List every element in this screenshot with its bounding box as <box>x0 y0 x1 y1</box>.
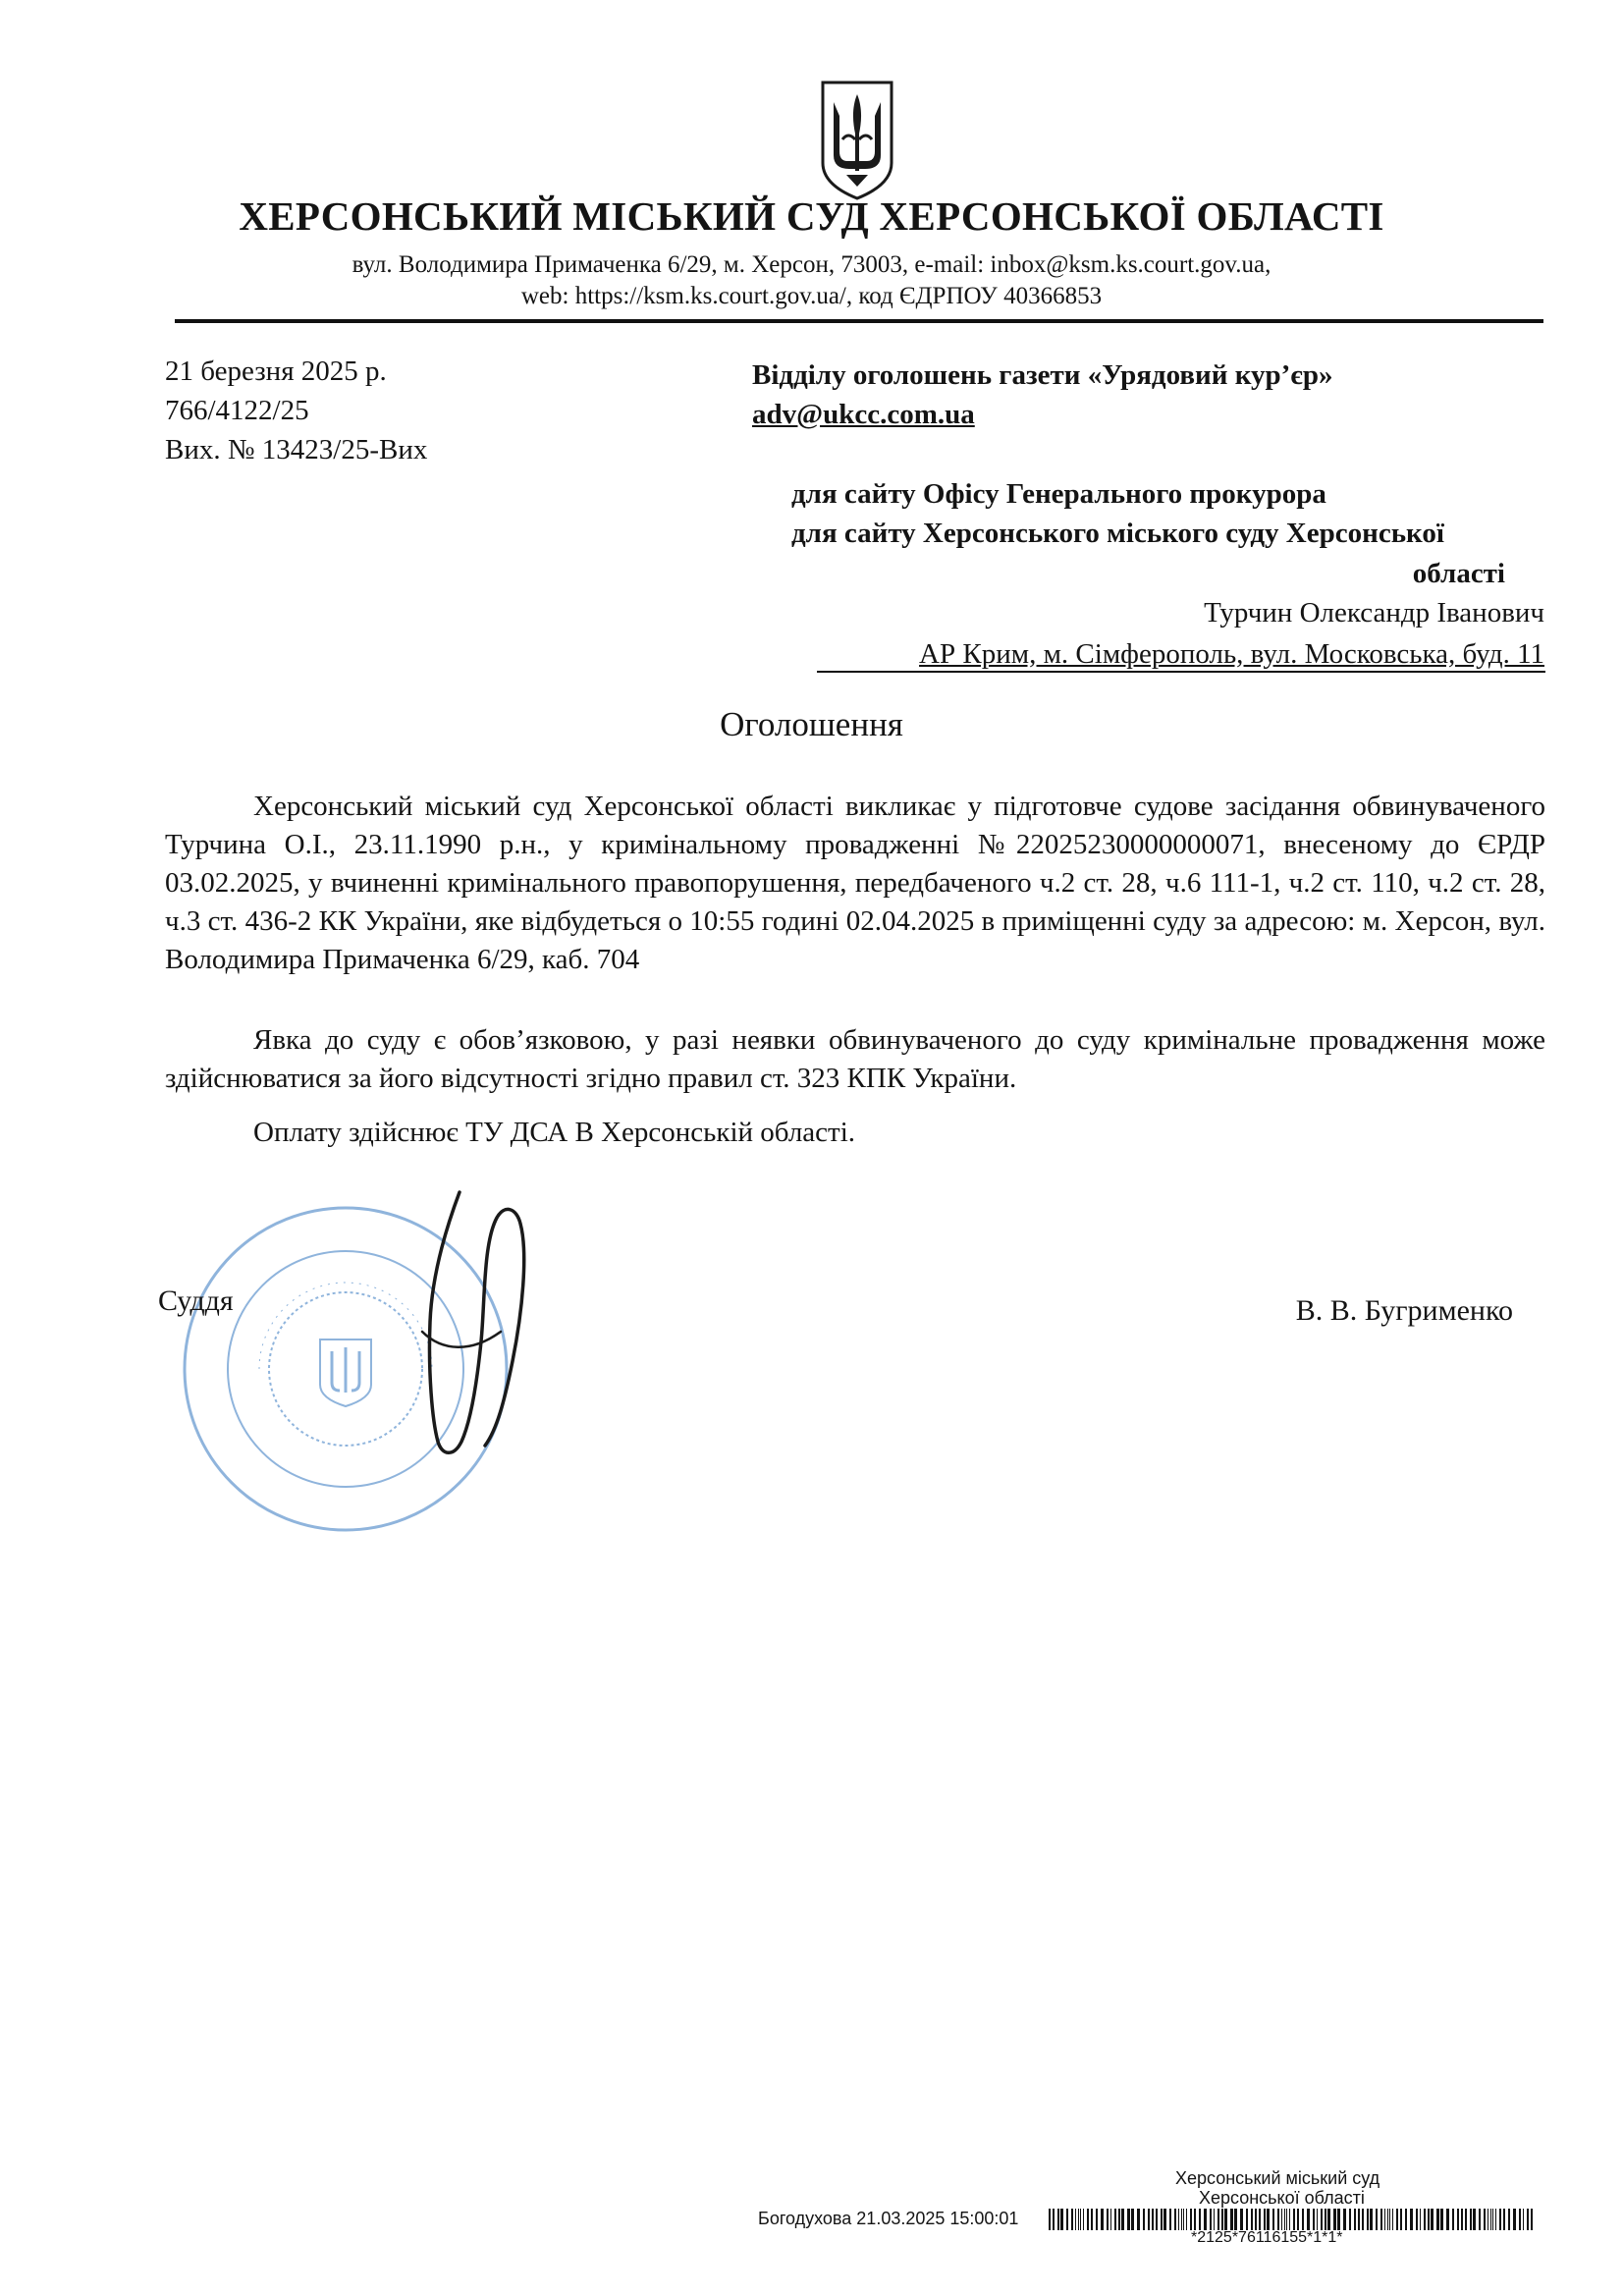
barcode-bar <box>1410 2209 1413 2230</box>
recipient-court-site: для сайту Херсонського міського суду Херсонської <box>791 518 1444 549</box>
document-date: 21 березня 2025 р. <box>165 355 387 387</box>
barcode-bar <box>1186 2209 1187 2230</box>
barcode-bar <box>1057 2209 1059 2230</box>
barcode-bar <box>1174 2209 1176 2230</box>
case-number: 766/4122/25 <box>165 395 309 426</box>
barcode-bar <box>1495 2209 1496 2230</box>
barcode-bar <box>1531 2209 1533 2230</box>
barcode-bar <box>1053 2209 1055 2230</box>
barcode-bar <box>1152 2209 1154 2230</box>
coat-of-arms-icon <box>817 77 897 202</box>
barcode-bar <box>1049 2209 1051 2230</box>
barcode-bar <box>1281 2209 1282 2230</box>
header-divider <box>175 319 1543 323</box>
barcode-bar <box>1060 2209 1063 2230</box>
barcode-bar <box>1436 2209 1439 2230</box>
notice-paragraph-payment: Оплату здійснює ТУ ДСА В Херсонській області. <box>253 1117 856 1148</box>
barcode-bar <box>1302 2209 1304 2230</box>
barcode-bar <box>1217 2209 1219 2230</box>
barcode-bar <box>1492 2209 1493 2230</box>
barcode-bar <box>1087 2209 1089 2230</box>
barcode-bar <box>1221 2209 1223 2230</box>
barcode-bar <box>1321 2209 1323 2230</box>
barcode-bar <box>1349 2209 1351 2230</box>
barcode-bar <box>1107 2209 1109 2230</box>
barcode-bar <box>1470 2209 1472 2230</box>
barcode-bar <box>1096 2209 1098 2230</box>
barcode-bar <box>1083 2209 1084 2230</box>
barcode-bar <box>1508 2209 1510 2230</box>
barcode-bar <box>1264 2209 1266 2230</box>
barcode-bar <box>1367 2209 1369 2230</box>
barcode-bar <box>1194 2209 1196 2230</box>
barcode-bar <box>1284 2209 1285 2230</box>
barcode-bar <box>1110 2209 1111 2230</box>
barcode-bar <box>1416 2209 1418 2230</box>
accused-name: Турчин Олександр Іванович <box>1204 597 1544 629</box>
barcode-bar <box>1066 2209 1068 2230</box>
barcode-bar <box>1156 2209 1158 2230</box>
barcode-bar <box>1376 2209 1378 2230</box>
barcode-bar <box>1199 2209 1201 2230</box>
barcode-bar <box>1431 2209 1434 2230</box>
barcode-number: *2125*76116155*1*1* <box>1191 2229 1343 2246</box>
barcode-bar <box>1114 2209 1116 2230</box>
addressee-email: adv@ukcc.com.ua <box>752 399 975 430</box>
barcode-bar <box>1523 2209 1524 2230</box>
barcode-bar <box>1327 2209 1330 2230</box>
barcode-bar <box>1428 2209 1430 2230</box>
barcode-bar <box>1484 2209 1486 2230</box>
barcode-bar <box>1380 2209 1382 2230</box>
barcode-bar <box>1424 2209 1426 2230</box>
barcode-bar <box>1148 2209 1150 2230</box>
barcode-bar <box>1101 2209 1104 2230</box>
barcode-bar <box>1473 2209 1476 2230</box>
barcode-bar <box>1289 2209 1290 2230</box>
barcode-bar <box>1183 2209 1184 2230</box>
barcode-bar <box>1499 2209 1501 2230</box>
barcode-bar <box>1440 2209 1443 2230</box>
barcode-bar <box>1075 2209 1076 2230</box>
barcode-bar <box>1230 2209 1233 2230</box>
barcode-bar <box>1446 2209 1449 2230</box>
registration-info: Богодухова 21.03.2025 15:00:01 <box>758 2209 1019 2228</box>
barcode-bar <box>1333 2209 1336 2230</box>
barcode-bar <box>1224 2209 1227 2230</box>
barcode-bar <box>1297 2209 1299 2230</box>
signature-role: Суддя <box>158 1285 234 1317</box>
barcode-bar <box>1267 2209 1270 2230</box>
barcode-bar <box>1121 2209 1124 2230</box>
notice-heading: Оголошення <box>720 705 903 743</box>
court-name: ХЕРСОНСЬКИЙ МІСЬКИЙ СУД ХЕРСОНСЬКОЇ ОБЛАСТІ <box>239 193 1384 239</box>
court-web-and-code: web: https://ksm.ks.court.gov.ua/, код ЄДРПОУ 40366853 <box>520 283 1103 309</box>
barcode-bar <box>1465 2209 1467 2230</box>
barcode-bar <box>1143 2209 1145 2230</box>
barcode-bar <box>1452 2209 1454 2230</box>
barcode-bar <box>1091 2209 1093 2230</box>
accused-address: АР Крим, м. Сімферополь, вул. Московська, буд. 11 <box>919 638 1544 670</box>
footer-court-name: Херсонський міський суд <box>1175 2168 1380 2188</box>
barcode-bar <box>1392 2209 1393 2230</box>
barcode-bar <box>1181 2209 1182 2230</box>
barcode-bar <box>1234 2209 1237 2230</box>
barcode-bar <box>1358 2209 1360 2230</box>
addressee-newspaper: Відділу оголошень газети «Урядовий кур’єр» <box>752 359 1333 391</box>
barcode-bar <box>1255 2209 1257 2230</box>
barcode-bar <box>1190 2209 1192 2230</box>
barcode-bar <box>1210 2209 1212 2230</box>
barcode-bar <box>1461 2209 1463 2230</box>
judge-name: В. В. Бугрименко <box>1295 1294 1513 1327</box>
barcode-bar <box>1370 2209 1373 2230</box>
barcode-bar <box>1246 2209 1248 2230</box>
barcode-bar <box>1240 2209 1243 2230</box>
recipient-court-site-cont: області <box>1412 558 1505 589</box>
barcode-bar <box>1127 2209 1130 2230</box>
barcode-bar <box>1313 2209 1315 2230</box>
barcode-bar <box>1389 2209 1390 2230</box>
barcode-bar <box>1078 2209 1079 2230</box>
barcode-bar <box>1307 2209 1310 2230</box>
barcode-bar <box>1071 2209 1073 2230</box>
notice-paragraph-summons: Херсонський міський суд Херсонської області викликає у підготовче судове засідання обвинуваченого Турчина О.І., 23.11.1990 р.н., у кримінальному провадженні №22025230000000071, внесеному до ЄРДР 03.02.2025, у вчиненні кримінального правопорушення, передбаченого ч.2 ст. 28, ч.6 111-1, ч.2 ст. 110, ч.2 ст. 28, ч.3 ст. 436-2 КК України, яке відбудеться о 10:55 годині 02.04.2025 в приміщенні суду за адресою: м. Херсон, вул. Володимира Примаченка 6/29, каб. 704 <box>165 791 1545 975</box>
barcode-bar <box>1396 2209 1398 2230</box>
barcode-bar <box>1325 2209 1326 2230</box>
barcode-bar <box>1384 2209 1385 2230</box>
barcode-bar <box>1137 2209 1140 2230</box>
barcode-bar <box>1479 2209 1481 2230</box>
barcode-bar <box>1163 2209 1166 2230</box>
barcode-bar <box>1527 2209 1529 2230</box>
barcode-bar <box>1169 2209 1171 2230</box>
barcode-bar <box>1337 2209 1340 2230</box>
barcode-bar <box>1204 2209 1207 2230</box>
barcode-bar <box>1317 2209 1318 2230</box>
barcode-bar <box>1286 2209 1287 2230</box>
barcode-bar <box>1293 2209 1295 2230</box>
barcode-bar <box>1362 2209 1364 2230</box>
barcode-bar <box>1118 2209 1120 2230</box>
barcode-bar <box>1354 2209 1356 2230</box>
barcode-bar <box>1277 2209 1279 2230</box>
recipient-prosecutor-site: для сайту Офісу Генерального прокурора <box>791 478 1326 510</box>
barcode-bar <box>1131 2209 1134 2230</box>
barcode-bar <box>1405 2209 1407 2230</box>
barcode-bar <box>1214 2209 1215 2230</box>
barcode-bar <box>1161 2209 1163 2230</box>
court-address: вул. Володимира Примаченка 6/29, м. Херсон, 73003, e-mail: inbox@ksm.ks.court.gov.ua, <box>352 251 1271 278</box>
footer-court-region: Херсонської області <box>1199 2188 1365 2208</box>
barcode-bar <box>1272 2209 1274 2230</box>
barcode-bar <box>1343 2209 1346 2230</box>
barcode-bar <box>1387 2209 1388 2230</box>
notice-paragraph-attendance: Явка до суду є обов’язковою, у разі неявки обвинуваченого до суду кримінальне провадження може здійснюватися за його відсутності згідно правил ст. 323 КПК України. <box>165 1024 1545 1094</box>
outgoing-number: Вих. № 13423/25-Вих <box>165 434 428 465</box>
barcode-bar <box>1490 2209 1491 2230</box>
barcode-bar <box>1519 2209 1521 2230</box>
barcode-bar <box>1400 2209 1402 2230</box>
judge-signature <box>403 1184 550 1469</box>
barcode-bar <box>1503 2209 1505 2230</box>
barcode-bar <box>1513 2209 1516 2230</box>
barcode-bar <box>1178 2209 1179 2230</box>
barcode-bar <box>1457 2209 1459 2230</box>
barcode-bar <box>1420 2209 1421 2230</box>
barcode-bar <box>1251 2209 1253 2230</box>
address-underline <box>817 671 1545 673</box>
barcode <box>1049 2209 1534 2230</box>
barcode-bar <box>1259 2209 1261 2230</box>
barcode-bar <box>1080 2209 1081 2230</box>
